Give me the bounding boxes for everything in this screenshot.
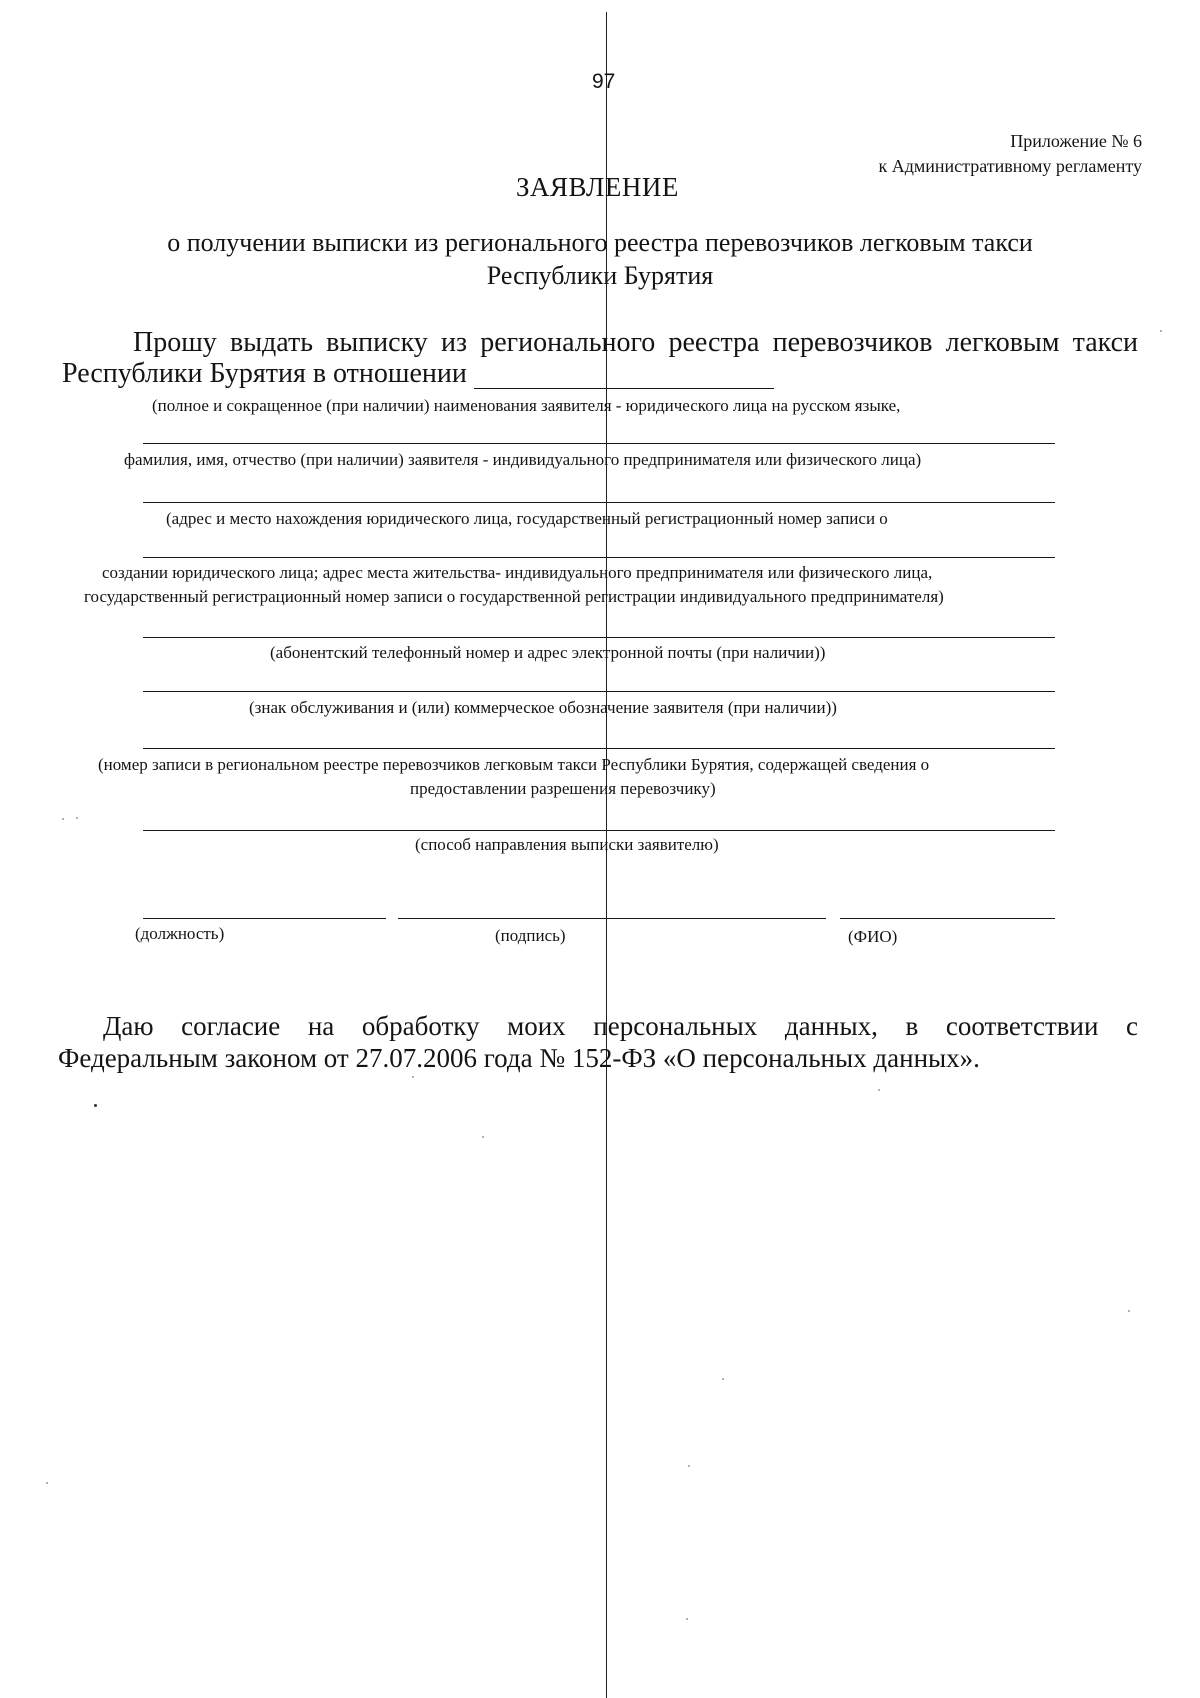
consent-text-line-2: Федеральным законом от 27.07.2006 года № 152-ФЗ «О персональных данных». (58, 1043, 980, 1073)
address-blank-2[interactable] (143, 557, 1055, 558)
scan-speck (686, 1618, 688, 1620)
page-number: 97 (592, 70, 616, 93)
name-caption-line-1: (полное и сокращенное (при наличии) наименования заявителя - юридического лица на русском языке, (152, 396, 901, 415)
scan-speck (412, 1076, 414, 1078)
mark-caption: (знак обслуживания и (или) коммерческое обозначение заявителя (при наличии)) (249, 698, 837, 717)
method-blank[interactable] (143, 830, 1055, 831)
mark-blank[interactable] (143, 691, 1055, 692)
signature-caption: (подпись) (495, 926, 566, 945)
appendix-line-1: Приложение № 6 (1010, 131, 1142, 151)
name-blank[interactable] (143, 443, 1055, 444)
appendix-line-2: к Административному регламенту (878, 156, 1142, 176)
scan-speck (688, 1465, 690, 1467)
contacts-caption: (абонентский телефонный номер и адрес электронной почты (при наличии)) (270, 643, 826, 662)
scan-speck (1128, 1310, 1130, 1312)
position-blank[interactable] (143, 918, 386, 919)
address-caption-line-1: (адрес и место нахождения юридического лица, государственный регистрационный номер записи о (166, 509, 888, 528)
record-number-blank[interactable] (143, 748, 1055, 749)
scan-speck (76, 817, 78, 819)
document-title: ЗАЯВЛЕНИЕ (516, 172, 679, 202)
fio-blank[interactable] (840, 918, 1055, 919)
document-subtitle-line-1: о получении выписки из регионального реестра перевозчиков легковым такси (167, 228, 1033, 257)
scan-speck (94, 1104, 97, 1107)
applicant-name-blank[interactable] (474, 388, 774, 389)
request-text-line-2: Республики Бурятия в отношении (62, 358, 467, 389)
method-caption: (способ направления выписки заявителю) (415, 835, 719, 854)
scan-speck (1160, 330, 1162, 332)
contacts-blank[interactable] (143, 637, 1055, 638)
address-caption-line-2: создании юридического лица; адрес места жительства- индивидуального предпринимателя или физического лица, (102, 563, 933, 582)
address-caption-line-3: государственный регистрационный номер записи о государственной регистрации индивидуального предпринимателя) (84, 587, 944, 606)
record-caption-line-2: предоставлении разрешения перевозчику) (410, 779, 716, 798)
scan-speck (722, 1378, 724, 1380)
consent-text-line-1: Даю согласие на обработку моих персональных данных, в соответствии с (103, 1011, 1138, 1041)
name-caption-line-2: фамилия, имя, отчество (при наличии) заявителя - индивидуального предпринимателя или физического лица) (124, 450, 922, 469)
fio-caption: (ФИО) (848, 927, 898, 946)
position-caption: (должность) (135, 924, 225, 943)
request-text-line-1: Прошу выдать выписку из регионального реестра перевозчиков легковым такси (133, 327, 1138, 358)
address-blank-1[interactable] (143, 502, 1055, 503)
scan-speck (482, 1136, 484, 1138)
scan-speck (62, 818, 64, 820)
scan-speck (46, 1482, 48, 1484)
record-caption-line-1: (номер записи в региональном реестре перевозчиков легковым такси Республики Бурятия, содержащей сведения о (98, 755, 930, 774)
scan-speck (878, 1089, 880, 1091)
document-subtitle-line-2: Республики Бурятия (486, 261, 714, 290)
signature-blank[interactable] (398, 918, 826, 919)
